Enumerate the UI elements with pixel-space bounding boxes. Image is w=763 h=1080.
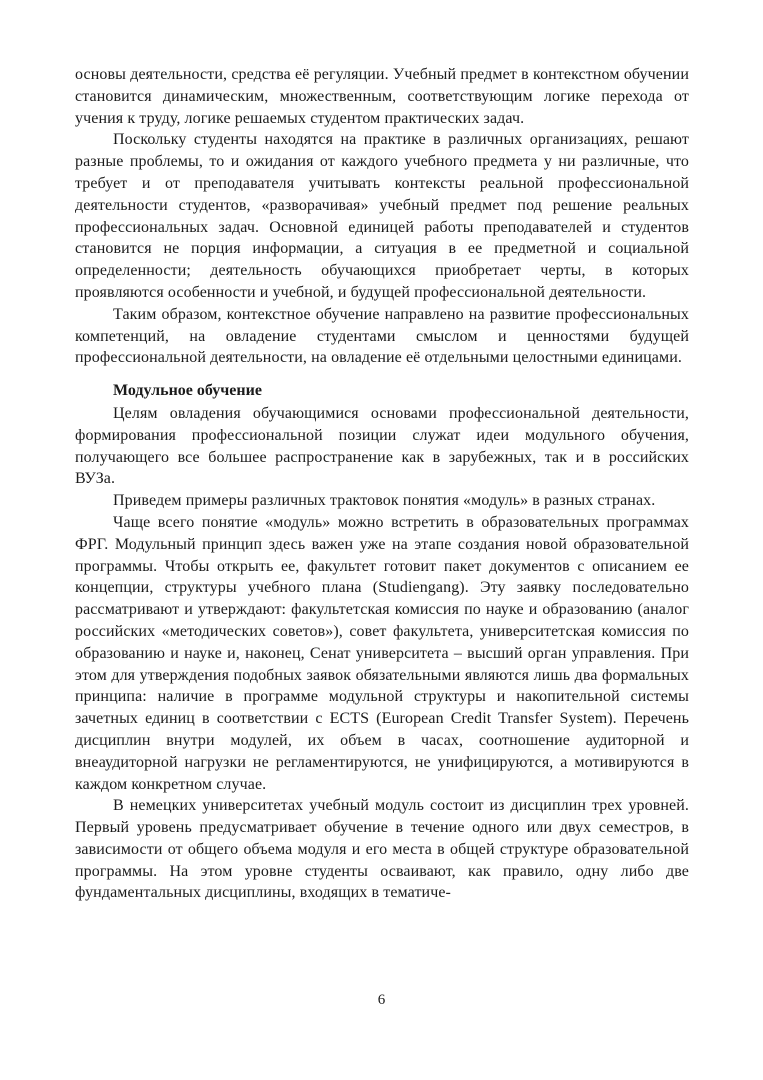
page-number: 6: [377, 992, 386, 1008]
paragraph: Целям овладения обучающимися основами профессиональной деятельности, формирования профессиональной позиции служат идеи модульного обучения, получающего все большее распространение как в зарубежных, так и в российских ВУЗа.: [75, 404, 689, 488]
page-content: [75, 64, 689, 904]
paragraph: основы деятельности, средства её регуляции. Учебный предмет в контекстном обучении становится динамическим, множественным, соответствующим логике перехода от учения к труду, логике решаемых студентом практических задач.: [75, 66, 689, 127]
paragraph: Чаще всего понятие «модуль» можно встретить в образовательных программах ФРГ. Модульный принцип здесь важен уже на этапе создания новой образовательной программы. Чтобы открыть ее, факультет готовит пакет документов с описанием ее концепции, структуры учебного плана (Studiengang). Эту заявку последовательно рассматривают и утверждают: факультетская комиссия по науке и образованию (аналог российских «методических советов»), совет факультета, университетская комиссия по образованию и науке и, наконец, Сенат университета – высший орган управления. При этом для утверждения подобных заявок обязательными являются лишь два формальных принципа: наличие в программе модульной структуры и накопительной системы зачетных единиц в соответствии с ECTS (European Credit Transfer System). Перечень дисциплин внутри модулей, их объем в часах, соотношение аудиторной и внеаудиторной нагрузки не регламентируются, не унифицируются, а мотивируются в каждом конкретном случае.: [75, 513, 689, 793]
paragraph: Таким образом, контекстное обучение направлено на развитие профессиональных компетенций, на овладение студентами смыслом и ценностями будущей профессиональной деятельности, на овладение её отдельными целостными единицами.: [75, 305, 689, 367]
paragraph: Поскольку студенты находятся на практике в различных организациях, решают разные проблемы, то и ожидания от каждого учебного предмета у ни различные, что требует и от преподавателя учитывать контексты реальной профессиональной деятельности студентов, «разворачивая» учебный предмет под решение реальных профессиональных задач. Основной единицей работы преподавателей и студентов становится не порция информации, а ситуация в ее предметной и социальной определенности; деятельность обучающихся приобретает черты, в которых проявляются особенности и учебной, и будущей профессиональной деятельности.: [75, 131, 689, 301]
paragraph: В немецких университетах учебный модуль состоит из дисциплин трех уровней. Первый уровень предусматривает обучение в течение одного или двух семестров, в зависимости от общего объема модуля и его места в общей структуре образовательной программы. На этом уровне студенты осваивают, как правило, одну либо две фундаментальных дисциплины, входящих в тематиче-: [75, 797, 689, 902]
paragraph: Приведем примеры различных трактовок понятия «модуль» в разных странах.: [113, 492, 656, 510]
section-heading-modular-learning: Модульное обучение: [113, 382, 262, 400]
